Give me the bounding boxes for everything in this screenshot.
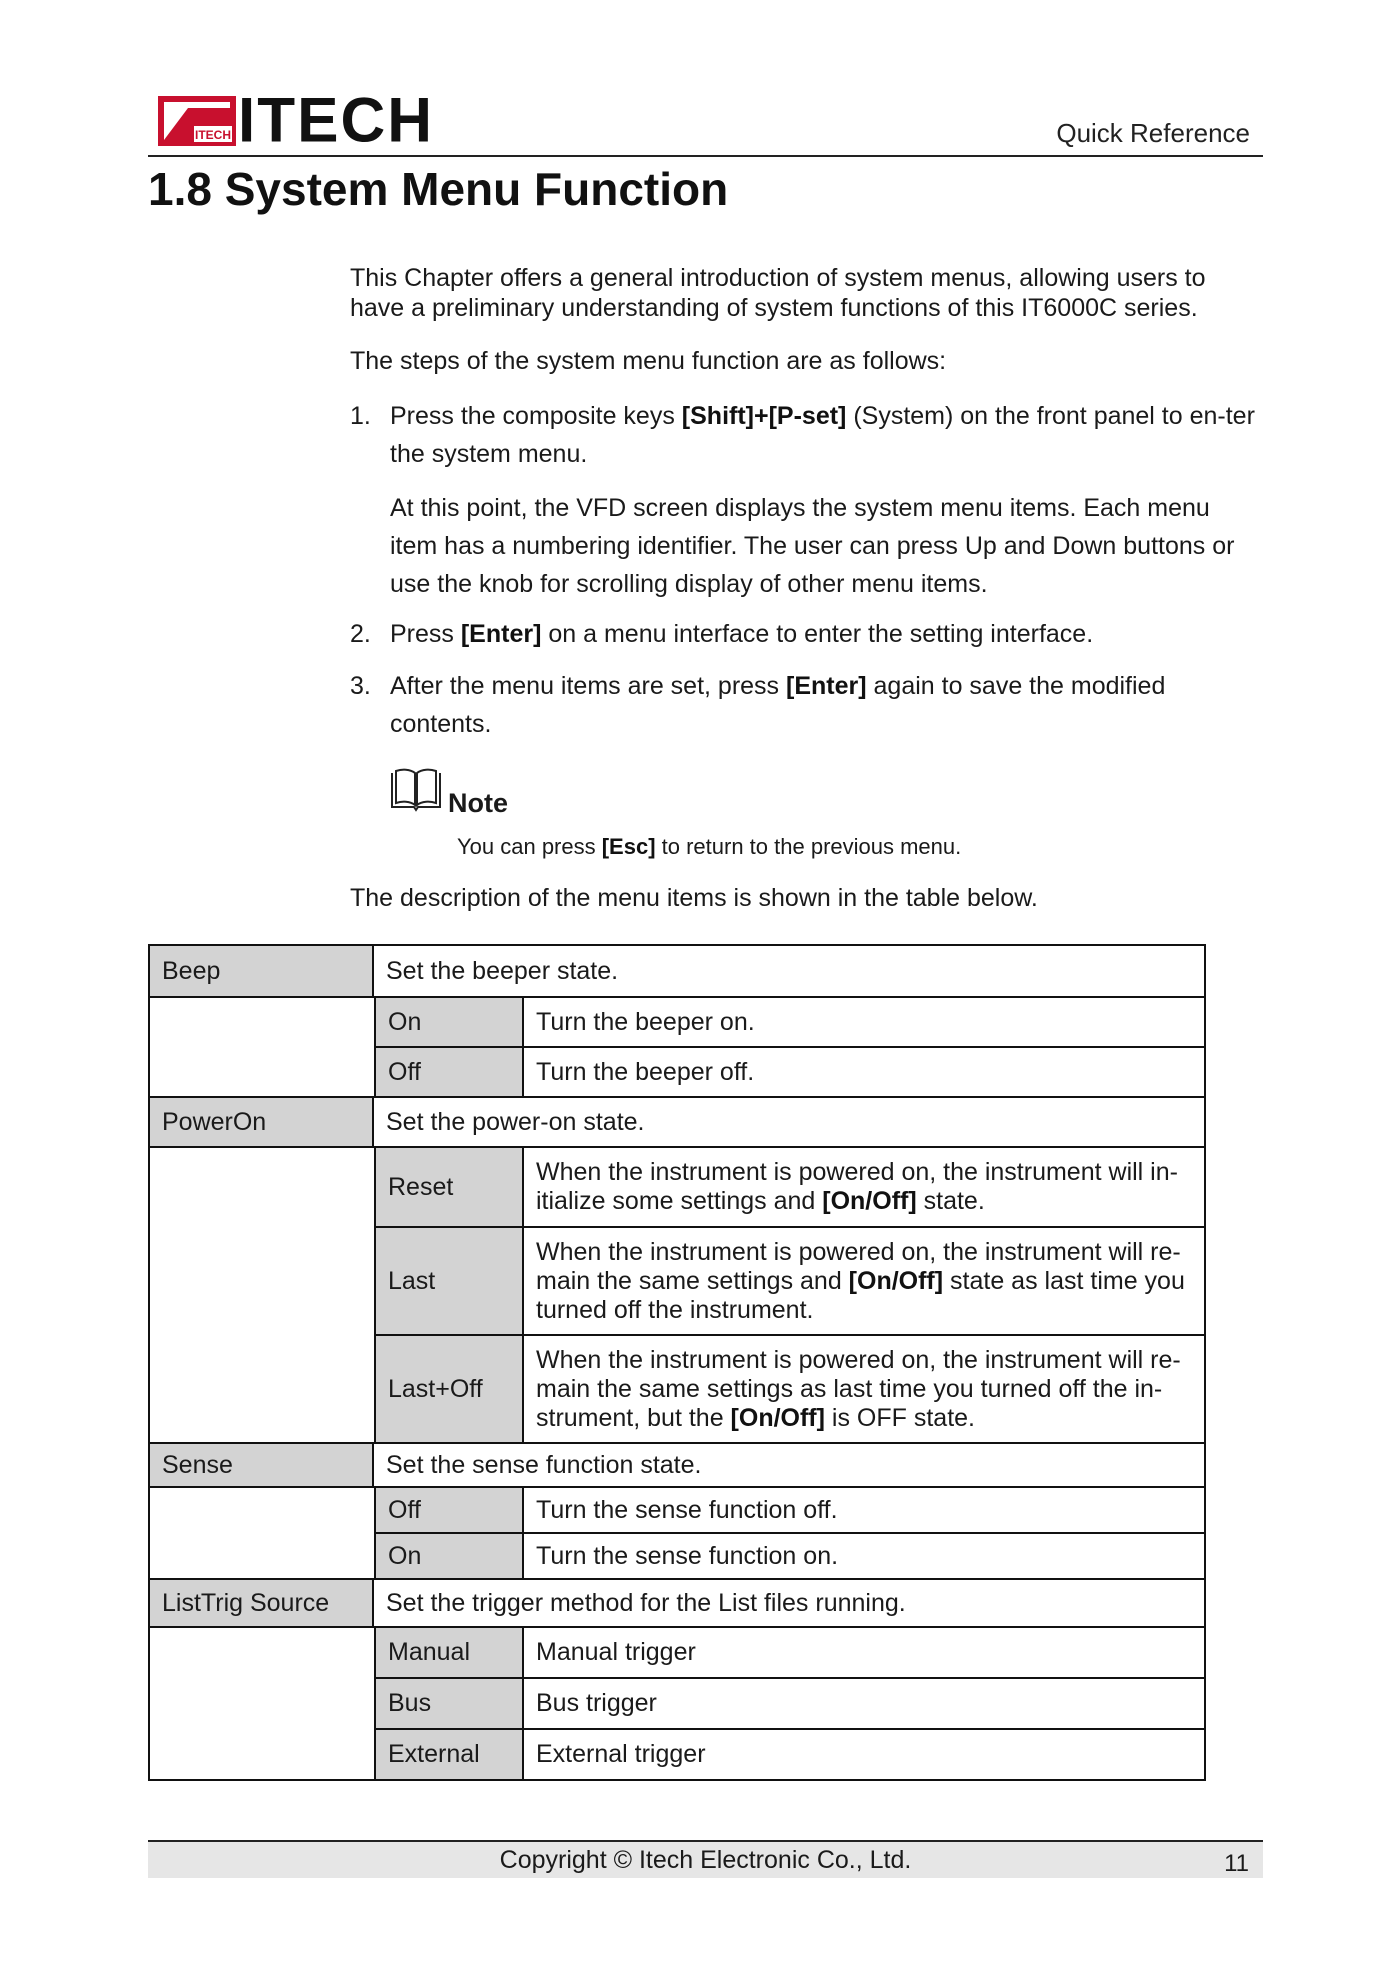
step-2: 2. Press [Enter] on a menu interface to enter the setting interface. — [350, 615, 1260, 653]
page-title: 1.8 System Menu Function — [148, 163, 729, 215]
option-name: External — [376, 1730, 524, 1779]
option-desc: Turn the beeper off. — [536, 1057, 755, 1086]
step-number: 2. — [350, 620, 371, 648]
brand-logo — [158, 85, 434, 156]
table-options-sense — [150, 1486, 1204, 1578]
option-desc: When the instrument is powered on, the instrument will re-main the same settings as last time you turned off the in-strument, but the [On/Off] is OFF state. — [536, 1345, 1181, 1432]
table-row — [376, 1728, 1204, 1779]
note-label: Note — [448, 788, 508, 818]
option-name: Off — [376, 1048, 524, 1096]
step-number: 3. — [350, 672, 371, 700]
page-footer — [148, 1840, 1263, 1878]
table-row — [376, 1334, 1204, 1442]
step-1-detail: At this point, the VFD screen displays the system menu items. Each menu item has a numbering identifier. The user can press Up and Down buttons or use the knob for scrolling display of other menu items. — [390, 494, 1235, 598]
table-options-poweron — [150, 1146, 1204, 1442]
table-row — [376, 1226, 1204, 1334]
option-name: Last — [376, 1228, 524, 1334]
option-name: On — [376, 1534, 524, 1578]
option-desc: Turn the beeper on. — [536, 1007, 755, 1036]
option-name: Manual — [376, 1628, 524, 1677]
header-divider — [148, 155, 1263, 157]
key-shift-pset: [Shift]+[P-set] — [681, 402, 847, 430]
table-row — [376, 1677, 1204, 1728]
option-desc: Turn the sense function on. — [536, 1541, 839, 1570]
menu-item-desc: Set the power-on state. — [386, 1107, 645, 1136]
table-row — [376, 1046, 1204, 1096]
option-desc: External trigger — [536, 1740, 706, 1768]
table-options-listtrig — [150, 1626, 1204, 1779]
menu-items-table — [148, 944, 1206, 1781]
note-header — [388, 767, 508, 818]
logo-mark-icon — [158, 96, 236, 146]
table-row — [376, 1628, 1204, 1677]
key-enter: [Enter] — [460, 620, 542, 648]
option-desc: Turn the sense function off. — [536, 1495, 838, 1524]
table-row — [376, 1488, 1204, 1532]
option-desc: When the instrument is powered on, the instrument will re-main the same settings and [On/Off] state as last time you turned off the instrument. — [536, 1237, 1185, 1324]
table-options-beep — [150, 996, 1204, 1096]
steps-intro: The steps of the system menu function are as follows: — [350, 347, 947, 375]
menu-item-name: PowerOn — [150, 1098, 374, 1146]
page-number: 11 — [1224, 1850, 1249, 1877]
option-name: On — [376, 998, 524, 1046]
option-name: Last+Off — [376, 1336, 524, 1442]
menu-item-desc: Set the trigger method for the List files running. — [386, 1588, 906, 1617]
step-number: 1. — [350, 402, 371, 430]
key-esc: [Esc] — [601, 834, 656, 859]
table-row-beep — [150, 946, 1204, 996]
menu-item-desc: Set the beeper state. — [386, 956, 619, 985]
logo-text: ITECH — [238, 85, 434, 156]
option-desc: Manual trigger — [536, 1638, 696, 1666]
table-row-sense — [150, 1442, 1204, 1486]
table-row-listtrig — [150, 1578, 1204, 1626]
option-desc: Bus trigger — [536, 1689, 657, 1717]
menu-item-name: Beep — [150, 946, 374, 996]
option-name: Reset — [376, 1148, 524, 1226]
note-text: You can press [Esc] to return to the previous menu. — [457, 834, 962, 859]
table-row — [376, 1532, 1204, 1578]
key-enter: [Enter] — [786, 672, 867, 700]
table-row-poweron — [150, 1096, 1204, 1146]
table-row — [376, 998, 1204, 1046]
step-1: 1. Press the composite keys [Shift]+[P-set] (System) on the front panel to en-ter the system menu. — [350, 397, 1260, 473]
option-name: Bus — [376, 1679, 524, 1728]
copyright-text: Copyright © Itech Electronic Co., Ltd. — [499, 1846, 912, 1874]
option-desc: When the instrument is powered on, the instrument will in-itialize some settings and [On/Off] state. — [536, 1158, 1178, 1215]
book-icon — [388, 767, 444, 818]
section-reference: Quick Reference — [1056, 118, 1250, 148]
menu-item-name: Sense — [150, 1444, 374, 1486]
table-row — [376, 1148, 1204, 1226]
logo-mark-text: ITECH — [195, 128, 231, 142]
table-intro: The description of the menu items is shown in the table below. — [350, 884, 1038, 912]
menu-item-desc: Set the sense function state. — [386, 1450, 702, 1479]
option-name: Off — [376, 1488, 524, 1532]
menu-item-name: ListTrig Source — [150, 1580, 374, 1626]
intro-paragraph: This Chapter offers a general introduction of system menus, allowing users to have a preliminary understanding of system functions of this IT6000C series. — [350, 264, 1206, 322]
step-3: 3. After the menu items are set, press [Enter] again to save the modified contents. — [350, 667, 1260, 743]
